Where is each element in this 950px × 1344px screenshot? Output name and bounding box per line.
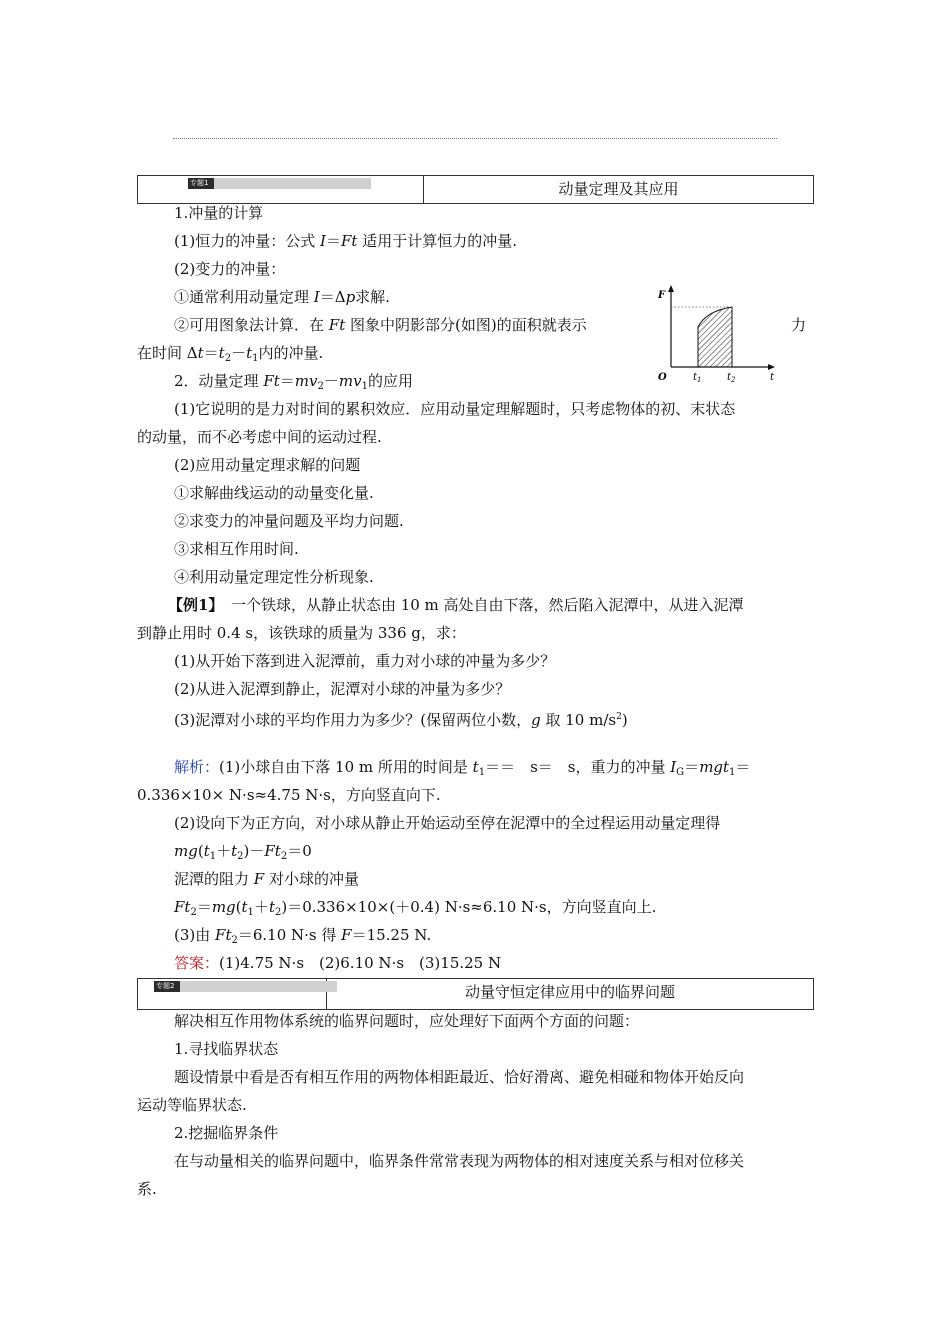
subscript: 1 (252, 353, 259, 364)
formula-var: t (246, 344, 253, 362)
solution-line7 (174, 925, 431, 951)
text: 在时间 Δ (137, 344, 198, 362)
subscript: 2 (190, 907, 197, 918)
section2-heading2: 2.挖掘临界条件 (174, 1124, 279, 1142)
topic2-title: 动量守恒定律应用中的临界问题 (464, 983, 675, 1001)
section2-heading1: 1.寻找临界状态 (174, 1040, 279, 1058)
solution-line2: 0.336×10× N·s≈4.75 N·s，方向竖直向下. (137, 786, 441, 804)
subscript: 2 (280, 851, 288, 862)
topic1-badge: 专题1 (188, 178, 371, 189)
text: 的应用 (367, 372, 413, 390)
formula-op: )－ (243, 842, 265, 860)
section1-q2: (2)应用动量定理求解的问题 (174, 456, 361, 474)
example1-q2: (2)从进入泥潭到静止，泥潭对小球的冲量为多少？ (174, 680, 511, 698)
section1-p5 (137, 343, 323, 369)
topic2-badge: 专题2 (154, 981, 337, 992)
text: 一个铁球，从静止状态由 10 m 高处自由下落，然后陷入泥潭中，从进入泥潭 (215, 596, 744, 614)
formula-op: － (231, 344, 247, 362)
text: (1)恒力的冲量：公式 (174, 232, 321, 250)
text: ＝15.25 N. (351, 926, 432, 944)
formula-var: I (313, 288, 320, 306)
shaded-area (698, 307, 732, 367)
subscript: 1 (478, 767, 486, 778)
t1-label: $t_1$ (693, 372, 702, 383)
text: ②可用图象法计算．在 (174, 316, 329, 334)
section1-q2-3: ③求相互作用时间. (174, 540, 299, 558)
formula-var: Ft (328, 316, 346, 334)
formula-op: ＝ (684, 758, 700, 776)
formula-op: ＝ (279, 372, 295, 390)
text: 适用于计算恒力的冲量. (357, 232, 517, 250)
text: 2．动量定理 (174, 372, 264, 390)
formula-var: F (253, 870, 265, 888)
formula-var: I (320, 232, 326, 250)
subscript: 1 (247, 907, 254, 918)
topic1-header (137, 175, 814, 204)
solution-line6 (174, 897, 656, 923)
formula-var: mg (211, 898, 236, 916)
section2-p2b: 系. (137, 1180, 157, 1198)
formula-var: mg (174, 842, 198, 860)
superscript: 2 (616, 712, 622, 722)
formula-var: t (218, 344, 225, 362)
answer-line (174, 953, 501, 973)
subscript: 2 (224, 353, 232, 364)
formula-op: ＝0 (287, 842, 312, 860)
subscript: 1 (361, 381, 368, 392)
example1-q1: (1)从开始下落到进入泥潭前，重力对小球的冲量为多少？ (174, 652, 556, 670)
text: )＝0.336×10×(＋0.4) N·s≈6.10 N·s，方向竖直向上. (281, 898, 657, 916)
text: 对小球的冲量 (264, 870, 359, 888)
formula-op: ＝ (196, 898, 212, 916)
solution-line1 (174, 757, 750, 783)
text: ①通常利用动量定理 (174, 288, 314, 306)
formula-var: Ft (174, 898, 191, 916)
text: ＝＝ s＝ s，重力的冲量 (485, 758, 671, 776)
formula-op: ＝Δ (319, 288, 346, 306)
formula-op: ＋ (253, 898, 269, 916)
text: (3)由 (174, 926, 216, 944)
x-axis-arrow-icon (768, 364, 775, 370)
section1-q1a: (1)它说明的是力对时间的累积效应．应用动量定理解题时，只考虑物体的初、末状态 (174, 400, 736, 418)
answer-label: 答案： (174, 954, 220, 972)
formula-var: t (197, 344, 204, 362)
formula-var: t (231, 842, 238, 860)
formula-var: mv (338, 372, 362, 390)
section1-q1b: 的动量，而不必考虑中间的运动过程. (137, 428, 382, 446)
formula-op: － (323, 372, 339, 390)
example-tag: 【例1】 (168, 596, 216, 614)
formula-var: Ft (215, 926, 232, 944)
text: ) (621, 711, 628, 729)
formula-var: t (472, 758, 479, 776)
formula-var: Ft (264, 842, 281, 860)
subscript: 2 (317, 381, 324, 392)
section1-q2-2: ②求变力的冲量问题及平均力问题. (174, 512, 404, 530)
solution-line4 (174, 841, 312, 867)
example1-line1 (168, 595, 744, 615)
section2-p1b: 运动等临界状态. (137, 1096, 247, 1114)
formula-op: ＝ (203, 344, 219, 362)
header-dotted-rule (173, 138, 777, 139)
topic1-badge-cell (138, 176, 424, 203)
subscript: 2 (237, 851, 244, 862)
formula-var: t (268, 898, 275, 916)
section1-q2-4: ④利用动量定理定性分析现象. (174, 568, 374, 586)
section1-q2-1: ①求解曲线运动的动量变化量. (174, 484, 374, 502)
solution-line3: (2)设向下为正方向，对小球从静止开始运动至停在泥潭中的全过程运用动量定理得 (174, 814, 721, 832)
t2-label: $t_2$ (727, 372, 736, 383)
section2-p1a: 题设情景中看是否有相互作用的两物体相距最近、恰好滑离、避免相碰和物体开始反向 (174, 1068, 745, 1086)
formula-op: ( (235, 898, 242, 916)
text: 内的冲量. (258, 344, 324, 362)
subscript: 2 (231, 935, 238, 946)
example1-line2: 到静止用时 0.4 s，该铁球的质量为 336 g，求： (137, 624, 466, 642)
formula-var: I (670, 758, 677, 776)
section1-p3 (174, 287, 390, 307)
section1-heading2 (174, 371, 413, 397)
section1-p4 (174, 315, 587, 335)
text: 图象中阴影部分(如图)的面积就表示 (345, 316, 587, 334)
formula-op: ＝ (325, 232, 341, 250)
formula-var: mv (294, 372, 318, 390)
formula-op: ＋ (216, 842, 232, 860)
ft-graph-figure (652, 283, 784, 383)
subscript: 1 (209, 851, 217, 862)
text: (3)泥潭对小球的平均作用力为多少？(保留两位小数， (174, 711, 532, 729)
ft-graph (652, 283, 784, 383)
text: 泥潭的阻力 (174, 870, 254, 888)
x-axis-label: t (770, 372, 775, 383)
example1-q3 (174, 707, 628, 730)
formula-var: t (203, 842, 210, 860)
solution-label: 解析： (174, 758, 220, 776)
subscript: 1 (729, 767, 736, 778)
topic2-badge-cell (138, 979, 327, 1009)
topic1-title: 动量定理及其应用 (558, 180, 679, 198)
formula-var: Ft (340, 232, 358, 250)
y-axis-label: F (658, 290, 666, 301)
section1-heading: 1.冲量的计算 (174, 204, 264, 222)
section1-p2: (2)变力的冲量： (174, 260, 286, 278)
formula-var: p (345, 288, 356, 306)
y-axis-arrow-icon (668, 285, 674, 292)
formula-var: F (341, 926, 352, 944)
formula-var: g (531, 711, 541, 729)
formula-var: mgt (699, 758, 730, 776)
formula-var: t (241, 898, 248, 916)
section2-intro: 解决相互作用物体系统的临界问题时，应处理好下面两个方面的问题： (174, 1012, 640, 1030)
formula-op: ( (197, 842, 204, 860)
section1-p4-tail: 力 (791, 316, 807, 334)
text: (1)小球自由下落 10 m 所用的时间是 (219, 758, 473, 776)
subscript: G (676, 767, 685, 778)
origin-label: O (658, 372, 667, 383)
section2-p2a: 在与动量相关的临界问题中，临界条件常常表现为两物体的相对速度关系与相对位移关 (174, 1152, 745, 1170)
answer-text: (1)4.75 N·s (2)6.10 N·s (3)15.25 N (219, 954, 502, 972)
text: 取 10 m/s (540, 711, 617, 729)
formula-op: ＝ (735, 758, 751, 776)
section1-p1 (174, 231, 517, 251)
topic2-header (137, 978, 814, 1010)
subscript: 2 (274, 907, 282, 918)
solution-line5 (174, 869, 359, 889)
text: 求解. (355, 288, 390, 306)
text: ＝6.10 N·s 得 (237, 926, 342, 944)
formula-var: Ft (263, 372, 280, 390)
